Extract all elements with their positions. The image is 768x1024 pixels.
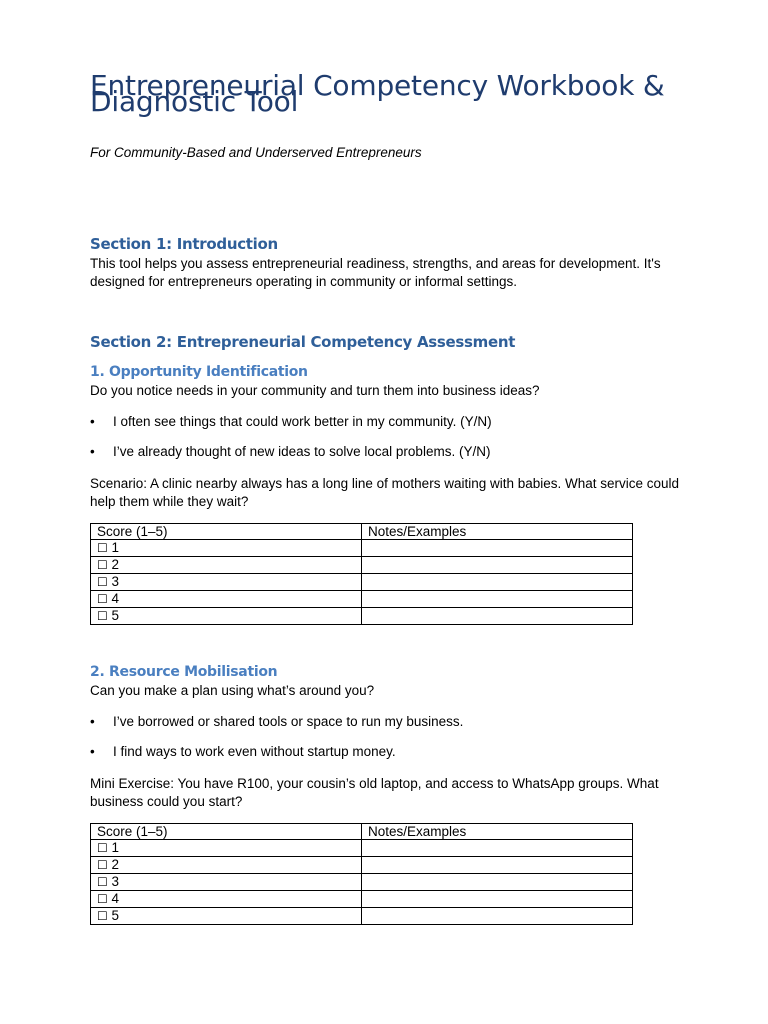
- checkbox-icon[interactable]: ☐: [97, 541, 108, 555]
- table-header-row: [91, 824, 633, 840]
- table-header-row: [91, 524, 633, 540]
- competency2-heading: 2. Resource Mobilisation: [90, 664, 278, 680]
- score-option[interactable]: [91, 891, 362, 908]
- bullet-symbol: •: [90, 714, 95, 729]
- bullet-symbol: •: [90, 444, 95, 459]
- score-option[interactable]: [91, 574, 362, 591]
- bullet-symbol: •: [90, 744, 95, 759]
- score-value: 4: [111, 591, 120, 606]
- notes-cell[interactable]: [362, 591, 633, 608]
- table-row: [91, 540, 633, 557]
- score-value: 1: [111, 840, 120, 855]
- notes-cell[interactable]: [362, 608, 633, 625]
- checkbox-icon[interactable]: ☐: [97, 841, 108, 855]
- competency2-exercise: Mini Exercise: You have R100, your cousin’s old laptop, and access to WhatsApp groups. What business could you start?: [90, 776, 659, 809]
- score-option[interactable]: [91, 857, 362, 874]
- table-row: [91, 591, 633, 608]
- notes-cell[interactable]: [362, 908, 633, 925]
- competency1-question: Do you notice needs in your community and turn them into business ideas?: [90, 383, 540, 398]
- notes-cell[interactable]: [362, 891, 633, 908]
- table-row: [91, 574, 633, 591]
- score-value: 3: [111, 874, 120, 889]
- score-option[interactable]: [91, 840, 362, 857]
- score-option[interactable]: [91, 608, 362, 625]
- checkbox-icon[interactable]: ☐: [97, 875, 108, 889]
- notes-cell[interactable]: [362, 840, 633, 857]
- score-column-header: Score (1–5): [91, 524, 362, 540]
- notes-column-header: Notes/Examples: [362, 824, 633, 840]
- score-value: 2: [111, 857, 120, 872]
- competency1-score-table: [90, 523, 633, 625]
- competency1-scenario: Scenario: A clinic nearby always has a long line of mothers waiting with babies. What service could help them while they wait?: [90, 476, 680, 509]
- checkbox-icon[interactable]: ☐: [97, 609, 108, 623]
- document-title: Entrepreneurial Competency Workbook & Diagnostic Tool: [90, 69, 665, 118]
- table-row: [91, 840, 633, 857]
- table-row: [91, 908, 633, 925]
- document-subtitle: For Community-Based and Underserved Entrepreneurs: [90, 145, 422, 160]
- competency1-heading: 1. Opportunity Identification: [90, 364, 308, 380]
- checkbox-icon[interactable]: ☐: [97, 575, 108, 589]
- notes-cell[interactable]: [362, 540, 633, 557]
- score-option[interactable]: [91, 557, 362, 574]
- section1-body: This tool helps you assess entrepreneurial readiness, strengths, and areas for development. It's designed for entrepreneurs operating in community or informal settings.: [90, 256, 661, 289]
- checkbox-icon[interactable]: ☐: [97, 592, 108, 606]
- checkbox-icon[interactable]: ☐: [97, 858, 108, 872]
- checkbox-icon[interactable]: ☐: [97, 558, 108, 572]
- checkbox-icon[interactable]: ☐: [97, 892, 108, 906]
- notes-column-header: Notes/Examples: [362, 524, 633, 540]
- score-value: 4: [111, 891, 120, 906]
- bullet-symbol: •: [90, 414, 95, 429]
- bullet-text: I often see things that could work better in my community. (Y/N): [113, 414, 492, 429]
- notes-cell[interactable]: [362, 857, 633, 874]
- competency2-question: Can you make a plan using what’s around you?: [90, 683, 375, 698]
- section2-heading: Section 2: Entrepreneurial Competency Assessment: [90, 333, 516, 351]
- table-row: [91, 891, 633, 908]
- table-row: [91, 608, 633, 625]
- checkbox-icon[interactable]: ☐: [97, 909, 108, 923]
- competency1-bullet: [90, 414, 492, 429]
- table-row: [91, 857, 633, 874]
- score-value: 5: [111, 908, 120, 923]
- score-option[interactable]: [91, 540, 362, 557]
- table-row: [91, 874, 633, 891]
- section1-heading: Section 1: Introduction: [90, 235, 278, 253]
- competency2-score-table: [90, 823, 633, 925]
- score-column-header: Score (1–5): [91, 824, 362, 840]
- bullet-text: I’ve borrowed or shared tools or space to run my business.: [113, 714, 464, 729]
- notes-cell[interactable]: [362, 874, 633, 891]
- score-value: 2: [111, 557, 120, 572]
- bullet-text: I find ways to work even without startup money.: [113, 744, 396, 759]
- competency2-bullet: [90, 714, 463, 729]
- score-option[interactable]: [91, 591, 362, 608]
- score-option[interactable]: [91, 874, 362, 891]
- competency1-bullet: [90, 444, 490, 459]
- notes-cell[interactable]: [362, 574, 633, 591]
- table-row: [91, 557, 633, 574]
- score-value: 1: [111, 540, 120, 555]
- notes-cell[interactable]: [362, 557, 633, 574]
- score-value: 3: [111, 574, 120, 589]
- score-value: 5: [111, 608, 120, 623]
- competency2-bullet: [90, 744, 396, 759]
- bullet-text: I’ve already thought of new ideas to solve local problems. (Y/N): [113, 444, 491, 459]
- score-option[interactable]: [91, 908, 362, 925]
